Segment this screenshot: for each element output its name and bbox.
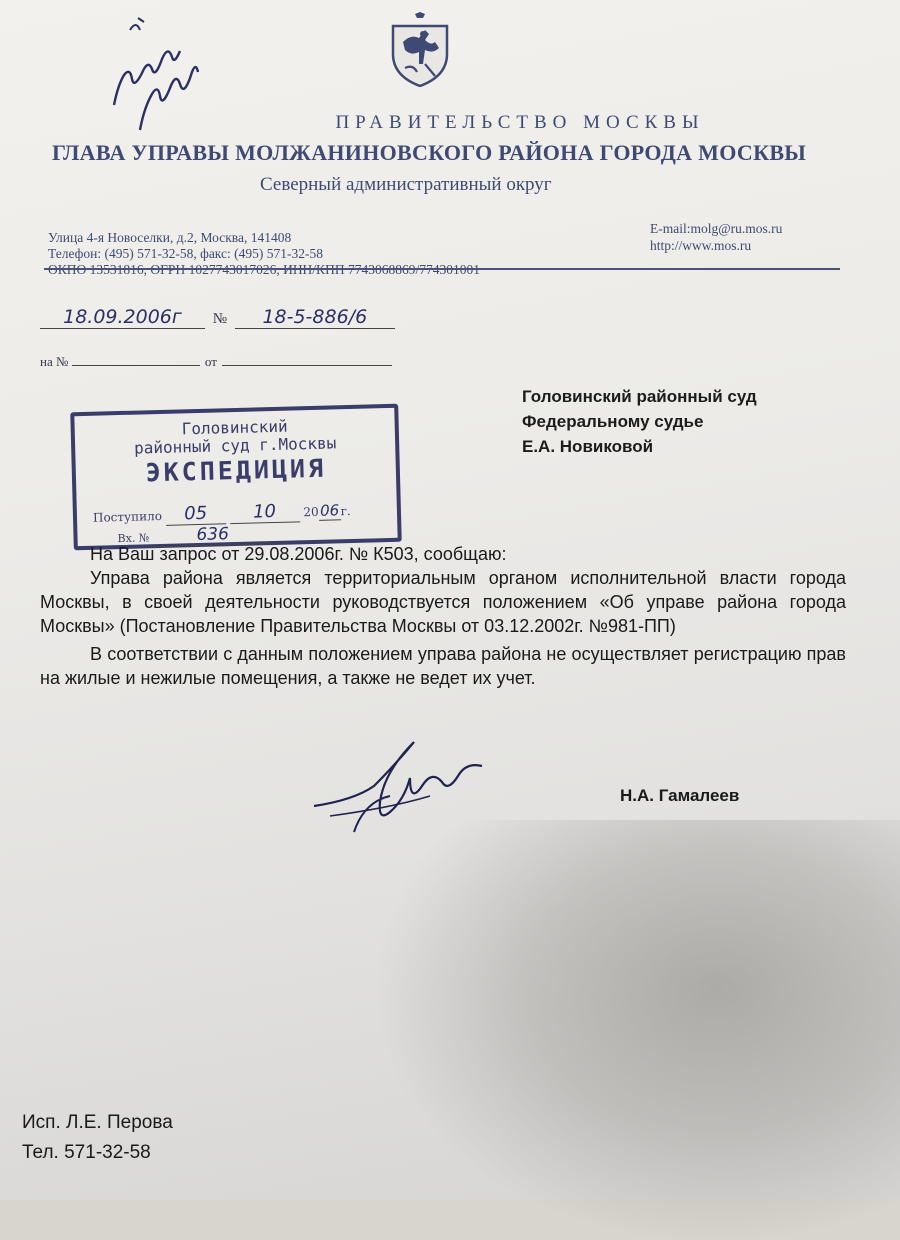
stamp-year-prefix: 20 <box>303 504 319 520</box>
reference-label: на № <box>40 354 69 369</box>
address-block <box>48 230 480 278</box>
photo-shadow <box>380 820 900 1240</box>
outgoing-registration <box>40 306 395 329</box>
addressee-court: Головинский районный суд <box>522 387 757 406</box>
letterhead-title: ГЛАВА УПРАВЫ МОЛЖАНИНОВСКОГО РАЙОНА ГОРОДА МОСКВЫ <box>52 140 807 165</box>
addressee-block <box>522 384 757 459</box>
executor-phone: Тел. 571-32-58 <box>22 1142 151 1163</box>
stamp-line-1: Головинский <box>181 416 288 439</box>
reference-line <box>40 354 392 370</box>
executor-block <box>22 1108 173 1168</box>
stamp-line-2: районный суд г.Москвы <box>133 433 337 458</box>
letter-body <box>40 542 846 690</box>
stamp-incoming-number: 636 <box>152 523 273 547</box>
signer-name: Н.А. Гамалеев <box>620 786 740 805</box>
outgoing-number: 18-5-886/6 <box>235 306 395 329</box>
court-received-stamp <box>70 404 402 551</box>
website-line: http://www.mos.ru <box>650 238 752 253</box>
moscow-coat-of-arms-icon <box>385 12 455 87</box>
stamp-year-suffix: 06 <box>319 501 340 520</box>
letterhead-divider <box>44 268 840 270</box>
from-label: от <box>204 354 217 369</box>
addressee-name: Е.А. Новиковой <box>522 437 654 456</box>
stamp-line-3: ЭКСПЕДИЦИЯ <box>145 453 327 488</box>
addressee-position: Федеральному судье <box>522 412 704 431</box>
stamp-received-label: Поступило <box>92 508 163 525</box>
codes-line: ОКПО 13531816, ОГРН 1027743017026, ИНН/КПП 7743068869/774301001 <box>48 262 480 277</box>
handwritten-signature <box>310 736 500 836</box>
government-name: ПРАВИТЕЛЬСТВО МОСКВЫ <box>335 112 705 133</box>
outgoing-date: 18.09.2006г <box>40 306 205 329</box>
stamp-year-label: г. <box>340 504 351 519</box>
contacts-block <box>650 220 782 254</box>
body-paragraph-2: Управа района является территориальным органом исполнительной власти города Москвы, в своей деятельности руководствуется положением «Об управе района города Москвы» (Постановление Правительства Москвы от 03.12.2002г. №981-ПП) <box>40 568 846 636</box>
number-label: № <box>212 311 228 327</box>
stamp-incoming-label: Вх. № <box>117 531 150 546</box>
body-paragraph-3: В соответствии с данным положением управа района не осуществляет регистрацию прав на жилые и нежилые помещения, а также не ведет их учет. <box>40 644 846 688</box>
body-paragraph-1: На Ваш запрос от 29.08.2006г. № К503, сообщаю: <box>90 544 507 564</box>
executor-name: Исп. Л.Е. Перова <box>22 1112 173 1133</box>
stamp-month: 10 <box>229 500 300 524</box>
address-line: Улица 4-я Новоселки, д.2, Москва, 141408 <box>48 230 292 245</box>
stamp-day: 05 <box>165 502 226 526</box>
from-blank <box>222 365 392 366</box>
email-line: E-mail:molg@ru.mos.ru <box>650 221 783 236</box>
phone-line: Телефон: (495) 571-32-58, факс: (495) 571-32-58 <box>48 246 324 261</box>
district-name: Северный административный округ <box>260 174 552 195</box>
reference-blank <box>72 365 200 366</box>
